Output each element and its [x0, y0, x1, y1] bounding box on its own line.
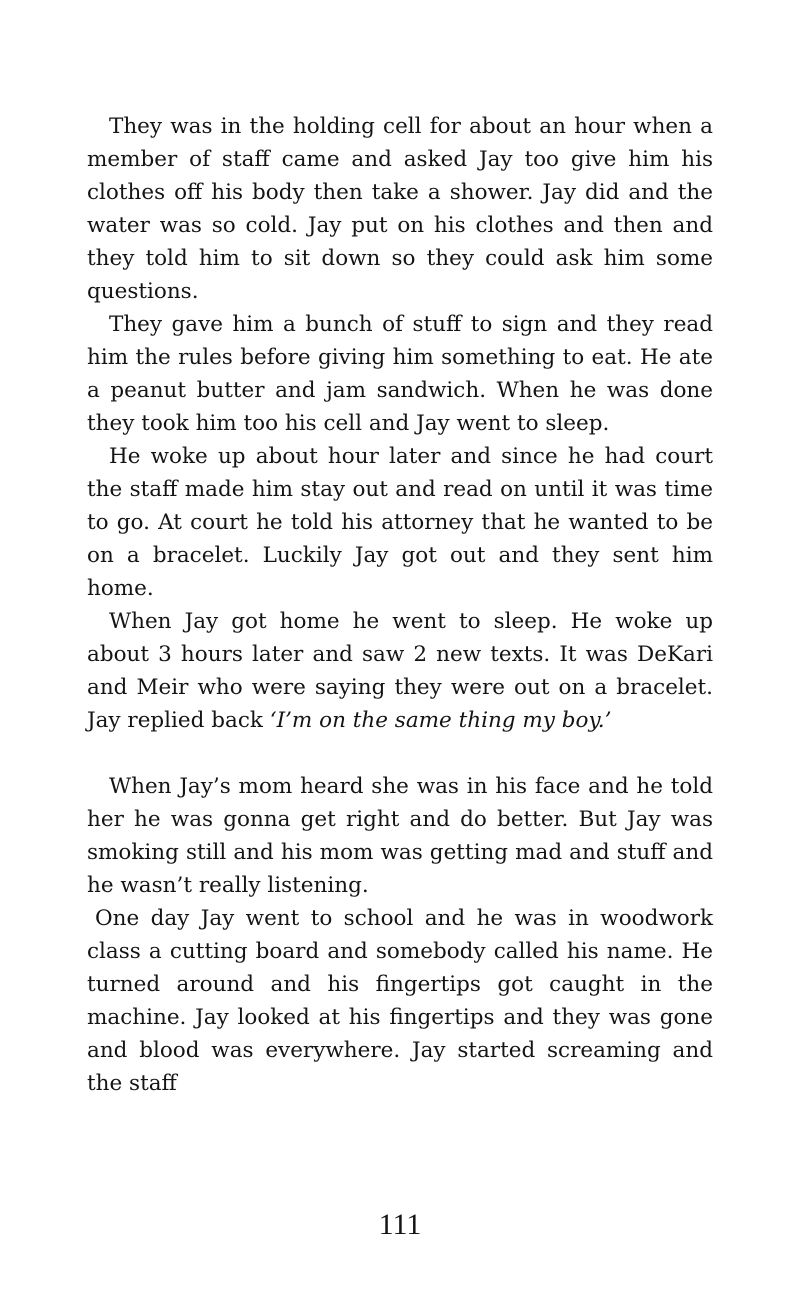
- text-reply-quote: ‘I’m on the same thing my boy.’: [269, 708, 612, 733]
- paragraph-rules-and-sandwich: They gave him a bunch of stuff to sign and they read him the rules before giving him something to eat. He ate a peanut butter and jam sandwich. When he was done they took him too his cell and Jay went to sleep.: [87, 312, 713, 436]
- paragraph-mom: When Jay’s mom heard she was in his face and he told her he was gonna get right and do better. But Jay was smoking still and his mom was getting mad and stuff and he wasn’t really listening.: [87, 774, 713, 898]
- paragraph-texts: [87, 605, 713, 737]
- section-break: [87, 737, 713, 770]
- paragraph-court: He woke up about hour later and since he had court the staff made him stay out and read on until it was time to go. At court he told his attorney that he wanted to be on a bracelet. Luckily Jay got out and they sent him home.: [87, 444, 713, 601]
- paragraph-woodwork: One day Jay went to school and he was in woodwork class a cutting board and somebody called his name. He turned around and his fingertips got caught in the machine. Jay looked at his fingertips and they was gone and blood was everywhere. Jay started screaming and the staff: [87, 906, 713, 1096]
- paragraph-holding-cell: They was in the holding cell for about an hour when a member of staff came and asked Jay too give him his clothes off his body then take a shower. Jay did and the water was so cold. Jay put on his clothes and then and they told him to sit down so they could ask him some questions.: [87, 114, 713, 304]
- page-number: 111: [378, 1208, 422, 1241]
- page-body: [87, 110, 713, 1100]
- paragraph-texts-body: When Jay got home he went to sleep. He woke up about 3 hours later and saw 2 new texts. It was DeKari and Meir who were saying they were out on a bracelet. Jay replied back: [87, 609, 713, 733]
